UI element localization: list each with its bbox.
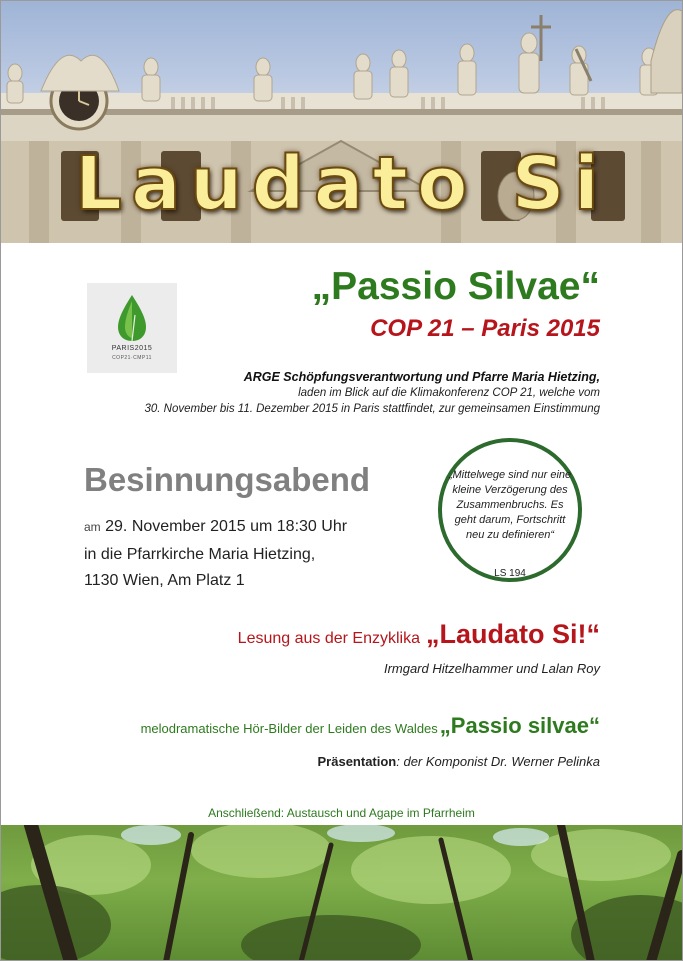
address-line-2: 1130 Wien, Am Platz 1: [84, 572, 245, 589]
melodrama-label: melodramatische Hör-Bilder der Leiden des Waldes: [140, 721, 438, 736]
header-photo: [1, 1, 682, 243]
logo-text-paris2015: PARIS2015: [111, 345, 153, 352]
header-title: Laudato Si: [74, 141, 609, 227]
forest-photo: [1, 825, 682, 961]
quote-text: „Mittelwege sind nur eine kleine Verzögerung des Zusammenbruchs. Es geht darum, Fortschritt neu zu definieren“: [448, 469, 572, 541]
invitation-intro: [40, 369, 600, 417]
reading-label: Lesung aus der Enzyklika: [237, 630, 420, 647]
quote-source: LS 194: [494, 568, 526, 579]
closing-note: Anschließend: Austausch und Agape im Pfarrheim: [208, 806, 475, 820]
event-heading: Besinnungsabend: [84, 461, 371, 498]
quote-circle: [438, 438, 582, 582]
intro-line-3: 30. November bis 11. Dezember 2015 in Paris stattfindet, zur gemeinsamen Einstimmung: [144, 403, 600, 415]
presentation-line: [318, 754, 601, 769]
address-line-1: in die Pfarrkirche Maria Hietzing,: [84, 546, 316, 563]
reading-title: „Laudato Si!“: [426, 619, 600, 649]
presentation-text: : der Komponist Dr. Werner Pelinka: [396, 754, 600, 769]
forest-canopy-illustration: [1, 825, 682, 961]
event-date: [84, 518, 347, 536]
date-text: 29. November 2015 um 18:30 Uhr: [105, 518, 348, 535]
event-title: „Passio Silvae“: [311, 265, 600, 308]
cop21-logo: [87, 283, 177, 373]
intro-line-2: laden im Blick auf die Klimakonferenz COP 21, welche vom: [298, 387, 600, 399]
melodrama-title: „Passio silvae“: [439, 713, 600, 738]
leaf-icon: [115, 293, 149, 343]
logo-text-cop21: COP21·CMP11: [112, 355, 152, 361]
intro-organizers: ARGE Schöpfungsverantwortung und Pfarre Maria Hietzing,: [243, 370, 600, 384]
date-prefix: am: [84, 520, 101, 534]
melodrama-line: [141, 713, 600, 739]
event-subtitle: COP 21 – Paris 2015: [370, 315, 600, 342]
presentation-label: Präsentation: [317, 754, 397, 769]
reading-line: [238, 619, 600, 650]
reading-readers: Irmgard Hitzelhammer und Lalan Roy: [383, 661, 600, 676]
